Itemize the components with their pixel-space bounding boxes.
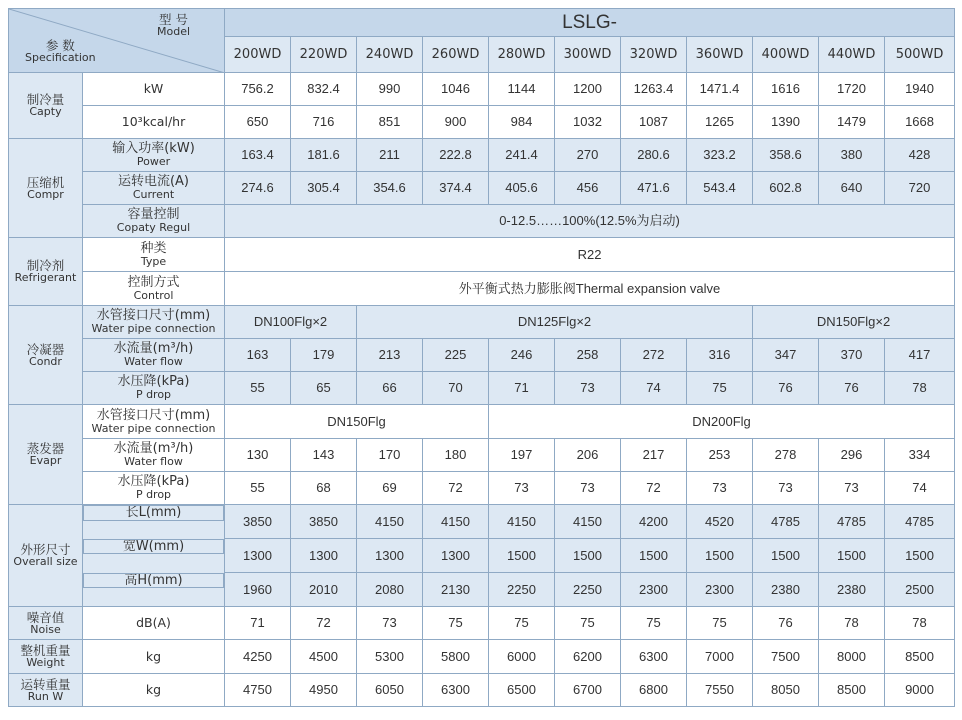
value-cell: 72 (621, 472, 687, 505)
param-label-cn: 水管接口尺寸(mm) (96, 308, 211, 324)
capacity-kw-row (9, 73, 955, 106)
value-cell: 278 (753, 439, 819, 472)
model-header-cell: 400WD (753, 37, 819, 73)
value-cell: 180 (423, 439, 489, 472)
value-cell: 2250 (555, 573, 621, 607)
size-length-row (9, 505, 955, 539)
value-cell: 405.6 (489, 172, 555, 205)
value-cell: 75 (687, 607, 753, 640)
value-cell: 78 (819, 607, 885, 640)
value-cell: 4750 (225, 674, 291, 707)
value-cell: 4200 (621, 505, 687, 539)
value-cell: 3850 (291, 505, 357, 539)
value-cell: 602.8 (753, 172, 819, 205)
value-cell: 640 (819, 172, 885, 205)
value-cell: 163 (225, 339, 291, 372)
value-cell: 181.6 (291, 139, 357, 172)
value-cell: 1087 (621, 106, 687, 139)
value-cell: 213 (357, 339, 423, 372)
series-title: LSLG- (225, 9, 955, 37)
param-label-cn: 容量控制 (127, 207, 180, 223)
param-label (83, 339, 225, 372)
param-label-en: Water pipe connection (91, 421, 216, 435)
value-cell: 75 (423, 607, 489, 640)
value-cell: 7000 (687, 640, 753, 674)
param-label (83, 205, 225, 238)
model-header-en: Model (157, 25, 191, 39)
category-capacity (9, 73, 83, 139)
value-cell: 6300 (423, 674, 489, 707)
value-cell: 428 (885, 139, 955, 172)
refrigerant-type-value: R22 (225, 238, 955, 272)
category-compressor-cn: 压缩机 (26, 174, 65, 190)
value-cell: 1500 (885, 539, 955, 573)
value-cell: 380 (819, 139, 885, 172)
size-height-row (9, 573, 955, 607)
value-cell: 4785 (885, 505, 955, 539)
model-header-cn: 型 号 (159, 12, 188, 27)
param-label (83, 472, 225, 505)
category-weight-cn: 整机重量 (20, 643, 71, 659)
param-label-en: P drop (135, 388, 172, 402)
value-cell: 73 (687, 472, 753, 505)
value-cell: 1200 (555, 73, 621, 106)
value-cell: 1500 (819, 539, 885, 573)
model-header-cell: 280WD (489, 37, 555, 73)
category-condenser-cn: 冷凝器 (26, 341, 65, 357)
value-cell: 1500 (621, 539, 687, 573)
condenser-pipe-value: DN150Flg×2 (753, 306, 955, 339)
value-cell: 305.4 (291, 172, 357, 205)
param-label-cn: 水流量(m³/h) (113, 341, 194, 357)
size-width-row (9, 539, 955, 573)
value-cell: 9000 (885, 674, 955, 707)
refrigerant-control-row (9, 272, 955, 306)
value-cell: 6000 (489, 640, 555, 674)
value-cell: 75 (489, 607, 555, 640)
value-cell: 143 (291, 439, 357, 472)
value-cell: 4520 (687, 505, 753, 539)
value-cell: 71 (489, 372, 555, 405)
category-run-weight (9, 674, 83, 707)
evaporator-flow-row (9, 439, 955, 472)
value-cell: 316 (687, 339, 753, 372)
condenser-pipe-row (9, 306, 955, 339)
model-header-cell: 360WD (687, 37, 753, 73)
value-cell: 4150 (555, 505, 621, 539)
value-cell: 274.6 (225, 172, 291, 205)
value-cell: 69 (357, 472, 423, 505)
condenser-pipe-value: DN100Flg×2 (225, 306, 357, 339)
value-cell: 72 (291, 607, 357, 640)
refrigerant-control-value: 外平衡式热力膨胀阀Thermal expansion valve (225, 272, 955, 306)
value-cell: 66 (357, 372, 423, 405)
category-capacity-en: Capty (29, 105, 62, 119)
value-cell: 4150 (489, 505, 555, 539)
value-cell: 900 (423, 106, 489, 139)
param-label-cn: 控制方式 (127, 274, 180, 290)
value-cell: 2300 (687, 573, 753, 607)
param-label (83, 439, 225, 472)
param-label-cn: 输入功率(kW) (112, 141, 195, 157)
weight-row (9, 640, 955, 674)
category-condenser-en: Condr (29, 354, 62, 368)
value-cell: 4785 (819, 505, 885, 539)
model-header-cell: 300WD (555, 37, 621, 73)
value-cell: 8050 (753, 674, 819, 707)
param-label: kg (83, 674, 225, 707)
category-refrigerant-cn: 制冷剂 (26, 258, 65, 274)
value-cell: 5800 (423, 640, 489, 674)
param-label-en: Copaty Regul (116, 221, 191, 235)
param-label-en: Water flow (124, 455, 183, 469)
model-header (157, 13, 190, 38)
model-header-cell: 240WD (357, 37, 423, 73)
param-label: dB(A) (83, 607, 225, 640)
capacity-regulation-value: 0-12.5……100%(12.5%为启动) (225, 205, 955, 238)
condenser-drop-row (9, 372, 955, 405)
model-header-cell: 260WD (423, 37, 489, 73)
value-cell: 6800 (621, 674, 687, 707)
value-cell: 211 (357, 139, 423, 172)
condenser-pipe-value: DN125Flg×2 (357, 306, 753, 339)
value-cell: 272 (621, 339, 687, 372)
value-cell: 990 (357, 73, 423, 106)
value-cell: 1471.4 (687, 73, 753, 106)
param-label-en: Water pipe connection (91, 322, 216, 336)
param-label-en: Type (140, 254, 167, 268)
value-cell: 6500 (489, 674, 555, 707)
value-cell: 73 (753, 472, 819, 505)
evaporator-drop-row (9, 472, 955, 505)
param-label-en: Power (136, 155, 171, 169)
category-size-cn: 外形尺寸 (20, 542, 71, 558)
value-cell: 6050 (357, 674, 423, 707)
value-cell: 73 (357, 607, 423, 640)
category-refrigerant-en: Refrigerant (14, 271, 77, 285)
value-cell: 323.2 (687, 139, 753, 172)
value-cell: 374.4 (423, 172, 489, 205)
value-cell: 258 (555, 339, 621, 372)
value-cell: 756.2 (225, 73, 291, 106)
category-size-en: Overall size (13, 555, 78, 569)
value-cell: 1479 (819, 106, 885, 139)
spec-header (25, 39, 96, 64)
value-cell: 78 (885, 372, 955, 405)
value-cell: 1500 (489, 539, 555, 573)
param-label-en: P drop (135, 488, 172, 502)
value-cell: 1500 (687, 539, 753, 573)
compressor-power-row (9, 139, 955, 172)
param-label (83, 306, 225, 339)
value-cell: 225 (423, 339, 489, 372)
value-cell: 1300 (225, 539, 291, 573)
category-run-weight-cn: 运转重量 (20, 676, 71, 692)
value-cell: 55 (225, 372, 291, 405)
model-header-cell: 500WD (885, 37, 955, 73)
value-cell: 2080 (357, 573, 423, 607)
value-cell: 984 (489, 106, 555, 139)
param-label (83, 272, 225, 306)
value-cell: 7500 (753, 640, 819, 674)
category-capacity-cn: 制冷量 (26, 92, 65, 108)
value-cell: 78 (885, 607, 955, 640)
header-corner (9, 9, 225, 73)
model-header-cell: 220WD (291, 37, 357, 73)
value-cell: 2250 (489, 573, 555, 607)
category-compressor (9, 139, 83, 238)
param-label: kg (83, 640, 225, 674)
value-cell: 1032 (555, 106, 621, 139)
value-cell: 4500 (291, 640, 357, 674)
category-evaporator-cn: 蒸发器 (26, 441, 65, 457)
evaporator-pipe-value: DN200Flg (489, 405, 955, 439)
value-cell: 1046 (423, 73, 489, 106)
run-weight-row (9, 674, 955, 707)
param-label (83, 372, 225, 405)
category-weight (9, 640, 83, 674)
spec-header-cn: 参 数 (45, 38, 75, 53)
value-cell: 206 (555, 439, 621, 472)
value-cell: 4250 (225, 640, 291, 674)
evaporator-pipe-row (9, 405, 955, 439)
value-cell: 720 (885, 172, 955, 205)
category-compressor-en: Compr (27, 187, 64, 201)
value-cell: 76 (753, 607, 819, 640)
value-cell: 71 (225, 607, 291, 640)
value-cell: 6700 (555, 674, 621, 707)
value-cell: 1960 (225, 573, 291, 607)
param-label-cn: 水管接口尺寸(mm) (96, 407, 211, 423)
param-label: 高H(mm) (83, 573, 224, 589)
param-label: 长L(mm) (83, 505, 224, 521)
param-label-cn: 水压降(kPa) (117, 474, 190, 490)
value-cell: 68 (291, 472, 357, 505)
value-cell: 1300 (357, 539, 423, 573)
value-cell: 72 (423, 472, 489, 505)
value-cell: 1940 (885, 73, 955, 106)
value-cell: 75 (621, 607, 687, 640)
value-cell: 4150 (357, 505, 423, 539)
category-refrigerant (9, 238, 83, 306)
value-cell: 76 (819, 372, 885, 405)
value-cell: 217 (621, 439, 687, 472)
value-cell: 334 (885, 439, 955, 472)
value-cell: 456 (555, 172, 621, 205)
value-cell: 170 (357, 439, 423, 472)
param-label-en: Control (133, 288, 174, 302)
value-cell: 471.6 (621, 172, 687, 205)
model-header-cell: 320WD (621, 37, 687, 73)
param-label-cn: 水压降(kPa) (117, 374, 190, 390)
value-cell: 197 (489, 439, 555, 472)
value-cell: 222.8 (423, 139, 489, 172)
value-cell: 1300 (423, 539, 489, 573)
value-cell: 6200 (555, 640, 621, 674)
category-weight-en: Weight (26, 656, 65, 670)
param-label-en: Current (132, 188, 175, 202)
value-cell: 2300 (621, 573, 687, 607)
category-evaporator (9, 405, 83, 505)
noise-row (9, 607, 955, 640)
value-cell: 73 (489, 472, 555, 505)
param-label-cn: 水流量(m³/h) (113, 441, 194, 457)
value-cell: 8000 (819, 640, 885, 674)
value-cell: 75 (687, 372, 753, 405)
param-label-cn: 运转电流(A) (117, 174, 190, 190)
value-cell: 65 (291, 372, 357, 405)
value-cell: 3850 (225, 505, 291, 539)
category-evaporator-en: Evapr (29, 454, 62, 468)
value-cell: 1300 (291, 539, 357, 573)
value-cell: 270 (555, 139, 621, 172)
value-cell: 716 (291, 106, 357, 139)
condenser-flow-row (9, 339, 955, 372)
value-cell: 2130 (423, 573, 489, 607)
value-cell: 74 (621, 372, 687, 405)
value-cell: 73 (555, 372, 621, 405)
value-cell: 354.6 (357, 172, 423, 205)
category-noise-cn: 噪音值 (26, 609, 65, 625)
value-cell: 73 (555, 472, 621, 505)
value-cell: 358.6 (753, 139, 819, 172)
value-cell: 1668 (885, 106, 955, 139)
param-label: 10³kcal/hr (83, 106, 225, 139)
category-size (9, 505, 83, 607)
value-cell: 1263.4 (621, 73, 687, 106)
value-cell: 163.4 (225, 139, 291, 172)
value-cell: 296 (819, 439, 885, 472)
value-cell: 76 (753, 372, 819, 405)
value-cell: 1616 (753, 73, 819, 106)
category-noise (9, 607, 83, 640)
value-cell: 2380 (753, 573, 819, 607)
value-cell: 370 (819, 339, 885, 372)
value-cell: 75 (555, 607, 621, 640)
value-cell: 2380 (819, 573, 885, 607)
spec-table (8, 8, 955, 707)
category-run-weight-en: Run W (27, 689, 64, 703)
capacity-kcal-row (9, 106, 955, 139)
value-cell: 417 (885, 339, 955, 372)
value-cell: 543.4 (687, 172, 753, 205)
param-label (83, 405, 225, 439)
value-cell: 2010 (291, 573, 357, 607)
value-cell: 130 (225, 439, 291, 472)
value-cell: 8500 (885, 640, 955, 674)
value-cell: 6300 (621, 640, 687, 674)
value-cell: 1500 (555, 539, 621, 573)
value-cell: 7550 (687, 674, 753, 707)
value-cell: 650 (225, 106, 291, 139)
value-cell: 241.4 (489, 139, 555, 172)
value-cell: 246 (489, 339, 555, 372)
model-header-cell: 440WD (819, 37, 885, 73)
value-cell: 70 (423, 372, 489, 405)
param-label (83, 172, 225, 205)
value-cell: 347 (753, 339, 819, 372)
value-cell: 55 (225, 472, 291, 505)
param-label (83, 238, 225, 272)
compressor-regul-row (9, 205, 955, 238)
param-label-en: Water flow (124, 355, 183, 369)
value-cell: 4950 (291, 674, 357, 707)
value-cell: 179 (291, 339, 357, 372)
value-cell: 5300 (357, 640, 423, 674)
value-cell: 1265 (687, 106, 753, 139)
value-cell: 4150 (423, 505, 489, 539)
category-condenser (9, 306, 83, 405)
param-label (83, 139, 225, 172)
spec-header-en: Specification (25, 51, 96, 65)
value-cell: 74 (885, 472, 955, 505)
value-cell: 832.4 (291, 73, 357, 106)
value-cell: 1500 (753, 539, 819, 573)
category-noise-en: Noise (30, 622, 61, 636)
value-cell: 4785 (753, 505, 819, 539)
value-cell: 73 (819, 472, 885, 505)
value-cell: 8500 (819, 674, 885, 707)
value-cell: 2500 (885, 573, 955, 607)
refrigerant-type-row (9, 238, 955, 272)
param-label: kW (83, 73, 225, 106)
value-cell: 1144 (489, 73, 555, 106)
param-label: 宽W(mm) (83, 539, 224, 555)
compressor-current-row (9, 172, 955, 205)
evaporator-pipe-value: DN150Flg (225, 405, 489, 439)
value-cell: 851 (357, 106, 423, 139)
param-label-cn: 种类 (140, 240, 167, 256)
model-header-cell: 200WD (225, 37, 291, 73)
value-cell: 253 (687, 439, 753, 472)
value-cell: 1390 (753, 106, 819, 139)
value-cell: 280.6 (621, 139, 687, 172)
value-cell: 1720 (819, 73, 885, 106)
